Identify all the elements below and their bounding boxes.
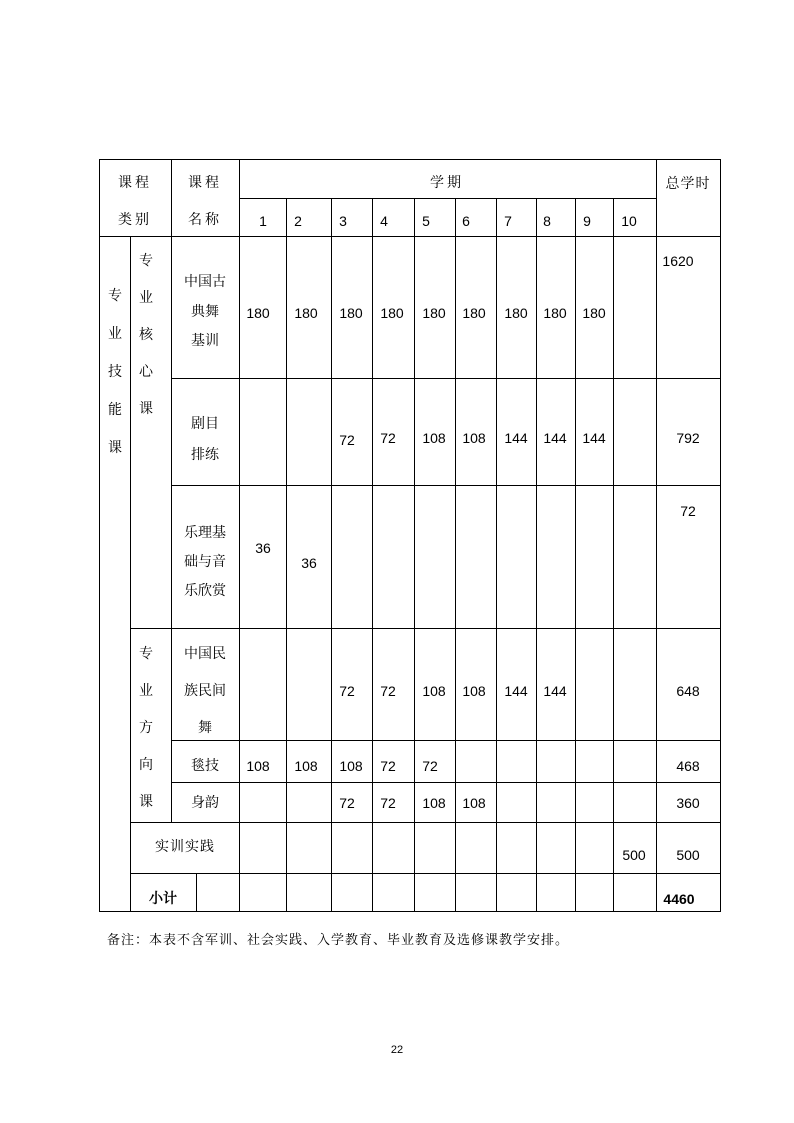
hours-cell: 36	[301, 555, 317, 571]
category-main-char: 技	[108, 364, 122, 380]
course-name-line: 中国古	[184, 274, 226, 290]
hours-cell: 36	[255, 540, 271, 556]
category-main-char: 课	[108, 440, 122, 456]
hours-cell: 72	[380, 683, 396, 699]
practice-label: 实训实践	[155, 839, 215, 855]
hours-cell: 72	[380, 758, 396, 774]
course-name-line: 族民间	[184, 683, 226, 699]
hours-cell: 180	[582, 305, 606, 321]
hours-cell: 500	[622, 847, 646, 863]
semester-header-10: 10	[621, 213, 637, 229]
semester-header-8: 8	[543, 213, 551, 229]
category-core-char: 核	[139, 327, 153, 343]
category-direction-char: 向	[139, 757, 153, 773]
total-hours-cell: 1620	[662, 253, 694, 269]
hours-cell: 72	[380, 430, 396, 446]
semester-header-5: 5	[422, 213, 430, 229]
semester-header-3: 3	[339, 213, 347, 229]
course-name-line: 舞	[198, 720, 212, 736]
course-name-line: 排练	[191, 447, 219, 463]
category-core-char: 业	[139, 290, 153, 306]
header-total-hours: 总学时	[665, 176, 711, 192]
semester-header-1: 1	[259, 213, 267, 229]
hours-cell: 144	[504, 430, 528, 446]
table-note: 备注：本表不含军训、社会实践、入学教育、毕业教育及选修课教学安排。	[107, 933, 570, 948]
total-hours-cell: 72	[680, 503, 696, 519]
course-name-line: 础与音	[184, 554, 226, 570]
category-core-char: 课	[139, 401, 153, 417]
course-name-line: 乐理基	[184, 525, 226, 541]
course-name-line: 身韵	[191, 795, 219, 811]
category-core-char: 心	[139, 364, 153, 380]
hours-cell: 144	[504, 683, 528, 699]
hours-cell: 180	[246, 305, 270, 321]
header-name-line1: 课程	[188, 175, 222, 191]
total-hours-cell: 360	[676, 795, 700, 811]
hours-cell: 72	[422, 758, 438, 774]
hours-cell: 108	[422, 430, 446, 446]
total-hours-cell: 792	[676, 430, 700, 446]
category-direction-char: 业	[139, 683, 153, 699]
course-name-line: 乐欣赏	[184, 583, 226, 599]
total-hours-cell: 500	[676, 847, 700, 863]
category-direction-char: 课	[139, 794, 153, 810]
semester-header-4: 4	[380, 213, 388, 229]
hours-cell: 180	[422, 305, 446, 321]
header-name-line2: 名称	[188, 212, 222, 228]
course-name-line: 毯技	[191, 758, 219, 774]
hours-cell: 108	[246, 758, 270, 774]
hours-cell: 144	[582, 430, 606, 446]
course-name-line: 基训	[191, 333, 219, 349]
category-direction-char: 专	[139, 646, 153, 662]
total-hours-cell: 648	[676, 683, 700, 699]
category-main-char: 业	[108, 326, 122, 342]
hours-cell: 72	[339, 683, 355, 699]
header-category-line1: 课程	[118, 175, 152, 191]
hours-cell: 72	[339, 795, 355, 811]
hours-cell: 72	[339, 432, 355, 448]
hours-cell: 108	[462, 430, 486, 446]
hours-cell: 108	[294, 758, 318, 774]
hours-cell: 180	[543, 305, 567, 321]
header-semester: 学期	[430, 175, 464, 191]
hours-cell: 180	[380, 305, 404, 321]
semester-header-6: 6	[462, 213, 470, 229]
hours-cell: 144	[543, 683, 567, 699]
category-core-char: 专	[139, 253, 153, 269]
course-name-line: 剧目	[191, 416, 219, 432]
hours-cell: 108	[462, 795, 486, 811]
category-main-char: 专	[108, 288, 122, 304]
hours-cell: 180	[294, 305, 318, 321]
semester-header-7: 7	[504, 213, 512, 229]
course-name-line: 典舞	[191, 304, 219, 320]
semester-header-2: 2	[294, 213, 302, 229]
category-direction-char: 方	[139, 720, 153, 736]
course-name-line: 中国民	[184, 646, 226, 662]
page-number: 22	[390, 1044, 404, 1056]
hours-cell: 180	[339, 305, 363, 321]
hours-cell: 180	[504, 305, 528, 321]
header-category-line2: 类别	[118, 212, 152, 228]
hours-cell: 180	[462, 305, 486, 321]
subtotal-label: 小计	[149, 891, 177, 907]
hours-cell: 72	[380, 795, 396, 811]
hours-cell: 108	[422, 795, 446, 811]
hours-cell: 108	[422, 683, 446, 699]
semester-header-9: 9	[583, 213, 591, 229]
hours-cell: 108	[339, 758, 363, 774]
total-hours-cell: 468	[676, 758, 700, 774]
category-main-char: 能	[108, 402, 122, 418]
hours-cell: 108	[462, 683, 486, 699]
subtotal-total: 4460	[663, 891, 695, 907]
hours-cell: 144	[543, 430, 567, 446]
